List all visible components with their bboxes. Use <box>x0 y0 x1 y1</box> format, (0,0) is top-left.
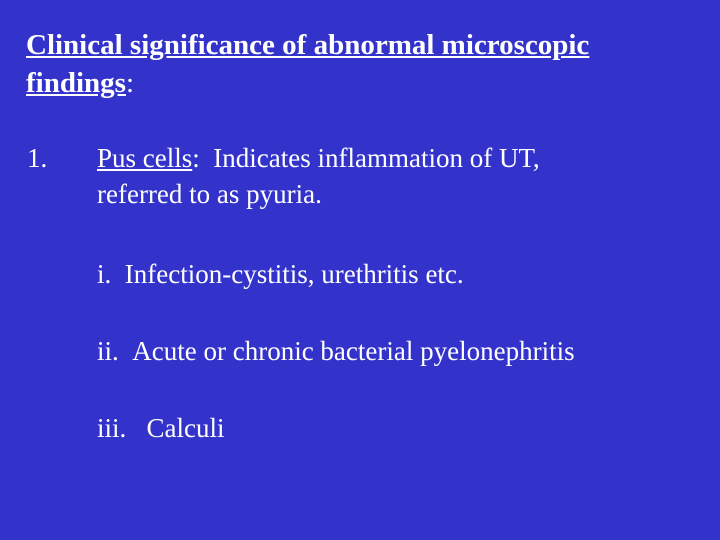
list-item-number: 1. <box>27 143 48 173</box>
subitem-pyelonephritis <box>97 333 575 369</box>
slide-title-suffix: : <box>125 67 135 99</box>
slide-title <box>26 26 686 102</box>
subitem-infection <box>97 256 464 292</box>
term-pus-cells: Pus cells <box>97 143 193 173</box>
subitem-calculi <box>97 410 225 446</box>
subitem-marker: i. <box>97 259 112 289</box>
slide-title-text: Clinical significance of abnormal microscopic findings <box>26 29 590 99</box>
list-item-pus-cells <box>97 140 697 212</box>
subitem-marker: ii. <box>97 336 119 366</box>
subitem-marker: iii. <box>97 413 127 443</box>
subitem-text: Calculi <box>139 413 225 443</box>
subitem-text: Infection-cystitis, urethritis etc. <box>124 259 464 289</box>
item-line2-text: referred to as pyuria. <box>97 179 322 209</box>
item-line1-text: Indicates inflammation of UT, <box>199 143 540 173</box>
term-colon: : <box>192 143 200 173</box>
subitem-text: Acute or chronic bacterial pyelonephritis <box>132 336 575 366</box>
